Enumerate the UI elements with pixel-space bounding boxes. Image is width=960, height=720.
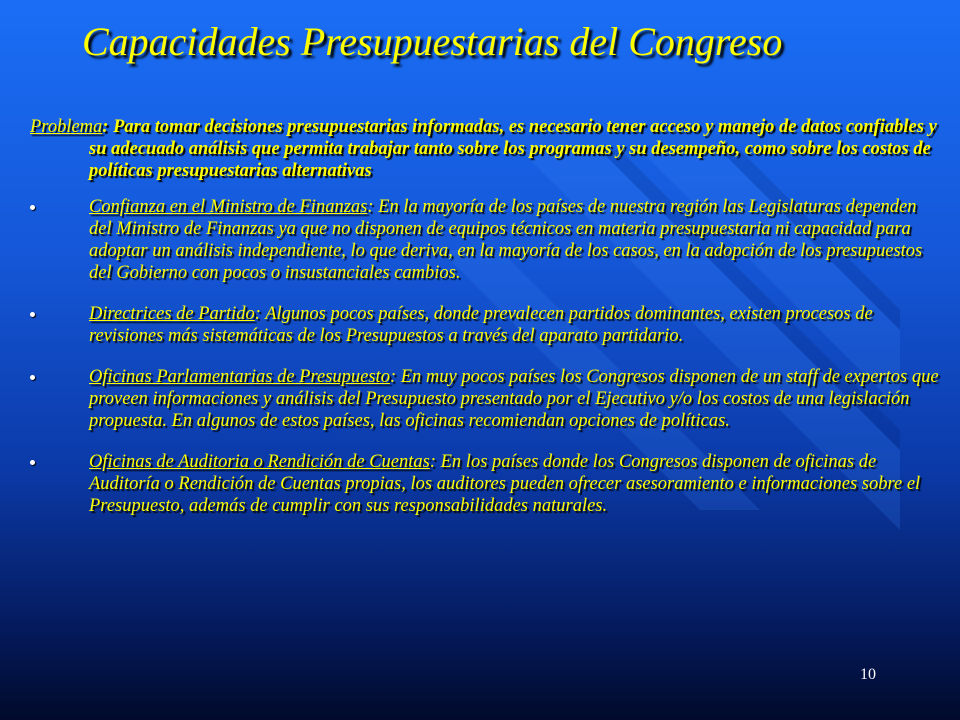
- bullet-dot-icon: [30, 460, 35, 465]
- bullet-term: Oficinas de Auditoria o Rendición de Cuentas: [89, 452, 430, 472]
- problem-separator: :: [102, 117, 114, 137]
- bullet-dot-icon: [30, 205, 35, 210]
- bullet-term: Oficinas Parlamentarias de Presupuesto: [89, 367, 390, 387]
- problem-text: Para tomar decisiones presupuestarias informadas, es necesario tener acceso y manejo de datos confiables y su adecuado análisis que permita trabajar tanto sobre los programas y su desempeño, como sobre los costos de políticas presupuestarias alternativas: [89, 117, 937, 181]
- slide-content: [30, 116, 942, 536]
- problem-statement: [30, 116, 942, 182]
- bullet-term: Directrices de Partido: [89, 304, 255, 324]
- bullet-text: : En los países donde los Congresos disponen de oficinas de Auditoría o Rendición de Cuentas propias, los auditores pueden ofrecer asesoramiento e informaciones sobre el Presupuesto, además de cumplir con sus responsabilidades naturales.: [89, 452, 921, 516]
- bullet-text: : En muy pocos países los Congresos disponen de un staff de expertos que proveen informaciones y análisis del Presupuesto presentado por el Ejecutivo y/o los costos de una legislación propuesta. En algunos de estos países, las oficinas recomiendan opciones de políticas.: [89, 367, 939, 431]
- bullet-dot-icon: [30, 312, 35, 317]
- bullet-item-confianza: [30, 196, 942, 284]
- slide-number: 10: [860, 666, 876, 683]
- problem-label: Problema: [30, 117, 103, 137]
- bullet-text: : Algunos pocos países, donde prevalecen partidos dominantes, existen procesos de revisiones más sistemáticas de los Presupuestos a través del aparato partidario.: [89, 304, 873, 346]
- bullet-term: Confianza en el Ministro de Finanzas: [89, 197, 368, 217]
- bullet-item-oficinas-presupuesto: [30, 366, 942, 432]
- bullet-text: : En la mayoría de los países de nuestra región las Legislaturas dependen del Ministro de Finanzas ya que no disponen de equipos técnicos en materia presupuestaria ni capacidad para adoptar un análisis independiente, lo que deriva, en la mayoría de los casos, en la adopción de los presupuestos del Gobierno con pocos o insustanciales cambios.: [89, 197, 923, 283]
- bullet-item-oficinas-auditoria: [30, 451, 942, 517]
- bullet-dot-icon: [30, 375, 35, 380]
- bullet-item-directrices: [30, 303, 942, 347]
- slide-title: Capacidades Presupuestarias del Congreso: [82, 19, 783, 64]
